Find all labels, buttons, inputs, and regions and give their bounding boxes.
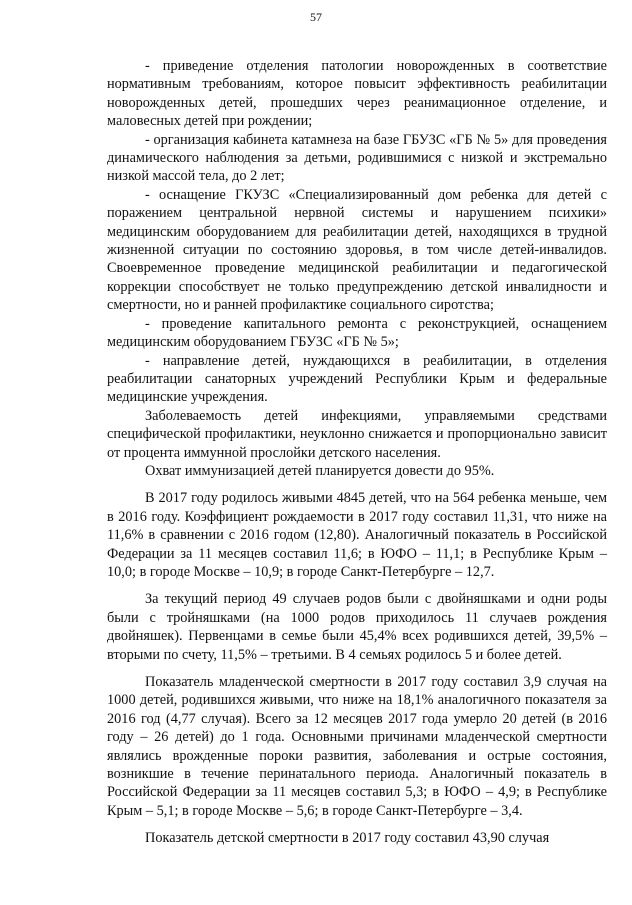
- paragraph-infant-mortality: Показатель младенческой смертности в 2017 году составил 3,9 случая на 1000 детей, родившихся живыми, что ниже на 18,1% аналогичного показателя за 2016 год (4,77 случая). Всего за 12 месяцев 2017 года умерло 20 детей (в 2016 году – 26 детей) до 1 года. Основными причинами младенческой смертности являлись врожденные пороки развития, заболевания и острые состояния, возникшие в течение перинатального периода. Аналогичный показатель в Российской Федерации за 11 месяцев составил 5,3; в ЮФО – 4,9; в Республике Крым – 5,1; в городе Москве – 5,6; в городе Санкт-Петербурге – 3,4.: [107, 674, 607, 819]
- paragraph-birth-rate: В 2017 году родилось живыми 4845 детей, что на 564 ребенка меньше, чем в 2016 году. Коэффициент рождаемости в 2017 году составил 11,31, что ниже на 11,6% в сравнении с 2016 годом (12,80). Аналогичный показатель в Российской Федерации за 11 месяцев составил 11,6; в ЮФО – 11,1; в Республике Крым – 10,0; в городе Москве – 10,9; в городе Санкт-Петербурге – 12,7.: [107, 490, 607, 580]
- paragraph-rehabilitation-referral: - направление детей, нуждающихся в реабилитации, в отделения реабилитации санаторных учреждений Республики Крым и федеральные медицинские учреждения.: [107, 352, 607, 406]
- paragraph-neonatal-pathology: - приведение отделения патологии новорожденных в соответствие нормативным требованиям, которое повысит эффективность реабилитации новорожденных детей, прошедших через реанимационное отделение, и маловесных детей при рождении;: [107, 58, 607, 130]
- paragraph-twins: За текущий период 49 случаев родов были с двойняшками и одни роды были с тройняшками (на 1000 родов приходилось 11 случаев рождения двойняшек). Первенцами в семье были 45,4% всех родившихся детей, 39,5% – вторыми по счету, 11,5% – третьими. В 4 семьях родилось 5 и более детей.: [107, 591, 607, 663]
- paragraph-immunization-coverage: Охват иммунизацией детей планируется довести до 95%.: [145, 462, 495, 479]
- paragraph-childrens-home-equipment: - оснащение ГКУЗС «Специализированный дом ребенка для детей с поражением центральной нервной системы и нарушением психики» медицинским оборудованием для реабилитации детей, находящихся в трудной жизненной ситуации по состоянию здоровья, в том числе детей-инвалидов. Своевременное проведение медицинской реабилитации и педагогической коррекции способствует не только предупреждению детской инвалидности и смертности, но и ранней профилактике социального сиротства;: [107, 186, 607, 314]
- paragraph-child-mortality: Показатель детской смертности в 2017 году составил 43,90 случая: [145, 830, 550, 847]
- page-number: 57: [310, 10, 322, 24]
- paragraph-infection-morbidity: Заболеваемость детей инфекциями, управляемыми средствами специфической профилактики, неуклонно снижается и пропорционально зависит от процента иммунной прослойки детского населения.: [107, 407, 607, 461]
- page-body: [107, 57, 607, 848]
- paragraph-capital-repair: - проведение капитального ремонта с реконструкцией, оснащением медицинским оборудованием ГБУЗС «ГБ № 5»;: [107, 315, 607, 351]
- paragraph-catamnesis-office: - организация кабинета катамнеза на базе ГБУЗС «ГБ № 5» для проведения динамического наблюдения за детьми, родившимися с низкой и экстремально низкой массой тела, до 2 лет;: [107, 131, 607, 185]
